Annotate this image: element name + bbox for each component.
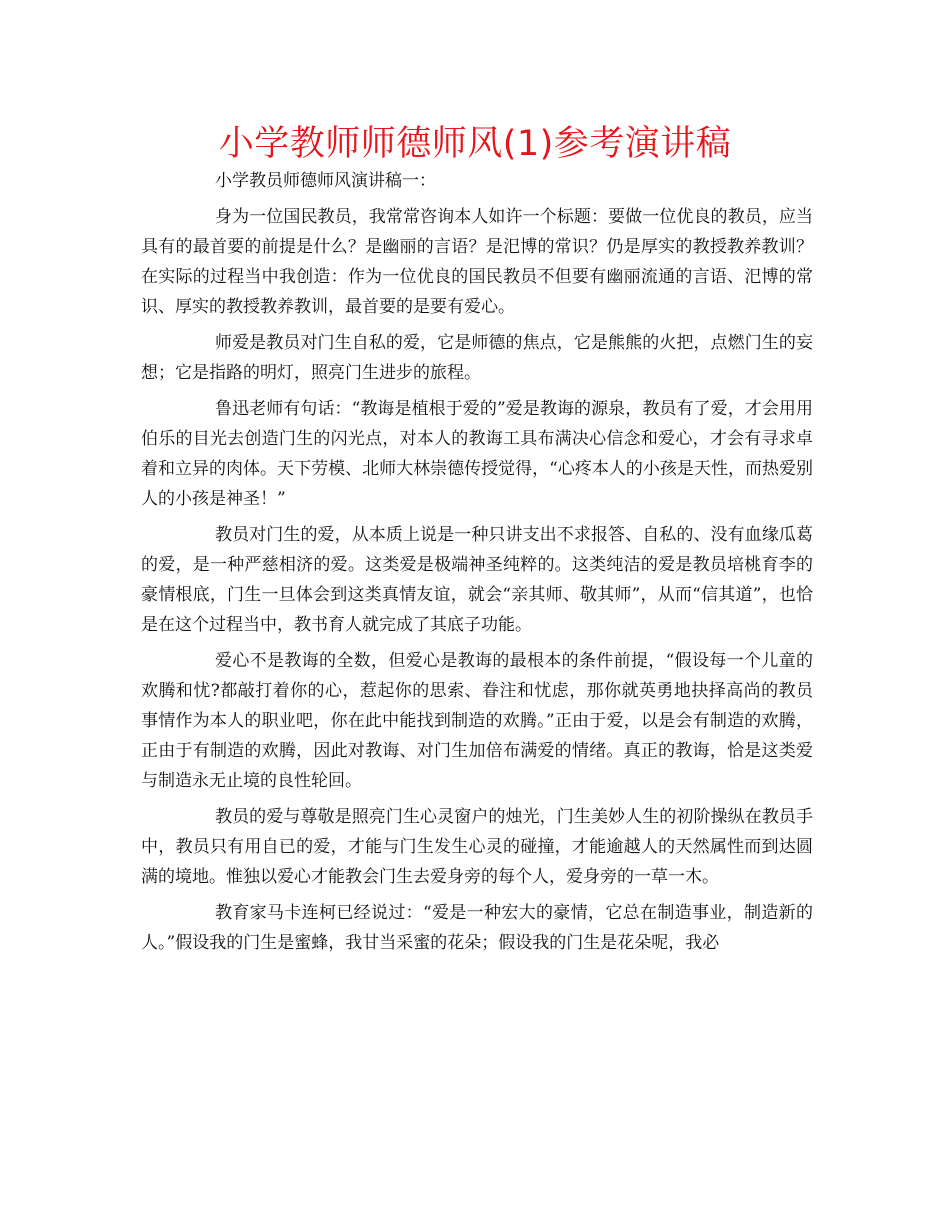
paragraph: 鲁迅老师有句话：“教诲是植根于爱的”爱是教诲的源泉，教员有了爱，才会用用伯乐的目光去创造门生的闪光点，对本人的教诲工具布满决心信念和爱心，才会有寻求卓着和立异的肉体。天下劳模、北师大林崇德传授觉得，“心疼本人的小孩是天性，而热爱别人的小孩是神圣！” bbox=[141, 399, 813, 509]
document-body bbox=[141, 166, 813, 964]
paragraph: 爱心不是教诲的全数，但爱心是教诲的最根本的条件前提，“假设每一个儿童的欢腾和忧?都敲打着你的心，惹起你的思索、眷注和忧虑，那你就英勇地抉择高尚的教员事情作为本人的职业吧，你在此中能找到制造的欢腾。”正由于爱，以是会有制造的欢腾，正由于有制造的欢腾，因此对教诲、对门生加倍布满爱的情绪。真正的教诲，恰是这类爱与制造永无止境的良性轮回。 bbox=[141, 651, 813, 791]
paragraph: 教员对门生的爱，从本质上说是一种只讲支出不求报答、自私的、没有血缘瓜葛的爱，是一种严慈相济的爱。这类爱是极端神圣纯粹的。这类纯洁的爱是教员培桃育李的豪情根底，门生一旦体会到这类真情友谊，就会“亲其师、敬其师”，从而“信其道”，也恰是在这个过程当中，教书育人就完成了其底子功能。 bbox=[141, 525, 813, 635]
paragraph: 教育家马卡连柯已经说过：“爱是一种宏大的豪情，它总在制造事业，制造新的人。”假设我的门生是蜜蜂，我甘当采蜜的花朵；假设我的门生是花朵呢，我必 bbox=[141, 903, 813, 953]
paragraph: 师爱是教员对门生自私的爱，它是师德的焦点，它是熊熊的火把，点燃门生的妄想；它是指路的明灯，照亮门生进步的旅程。 bbox=[141, 333, 813, 383]
paragraph: 教员的爱与尊敬是照亮门生心灵窗户的烛光，门生美妙人生的初阶操纵在教员手中，教员只有用自已的爱，才能与门生发生心灵的碰撞，才能逾越人的天然属性而到达圆满的境地。惟独以爱心才能教会门生去爱身旁的每个人，爱身旁的一草一木。 bbox=[141, 807, 813, 887]
document-title: 小学教师师德师风(1)参考演讲稿 bbox=[218, 124, 732, 164]
paragraph: 身为一位国民教员，我常常咨询本人如许一个标题：要做一位优良的教员，应当具有的最首要的前提是什么？是幽丽的言语？是汜博的常识？仍是厚实的教授教养教训？在实际的过程当中我创造：作为一位优良的国民教员不但要有幽丽流通的言语、汜博的常识、厚实的教授教养教训，最首要的是要有爱心。 bbox=[141, 207, 813, 317]
section-subheading: 小学教员师德师风演讲稿一： bbox=[215, 171, 436, 191]
